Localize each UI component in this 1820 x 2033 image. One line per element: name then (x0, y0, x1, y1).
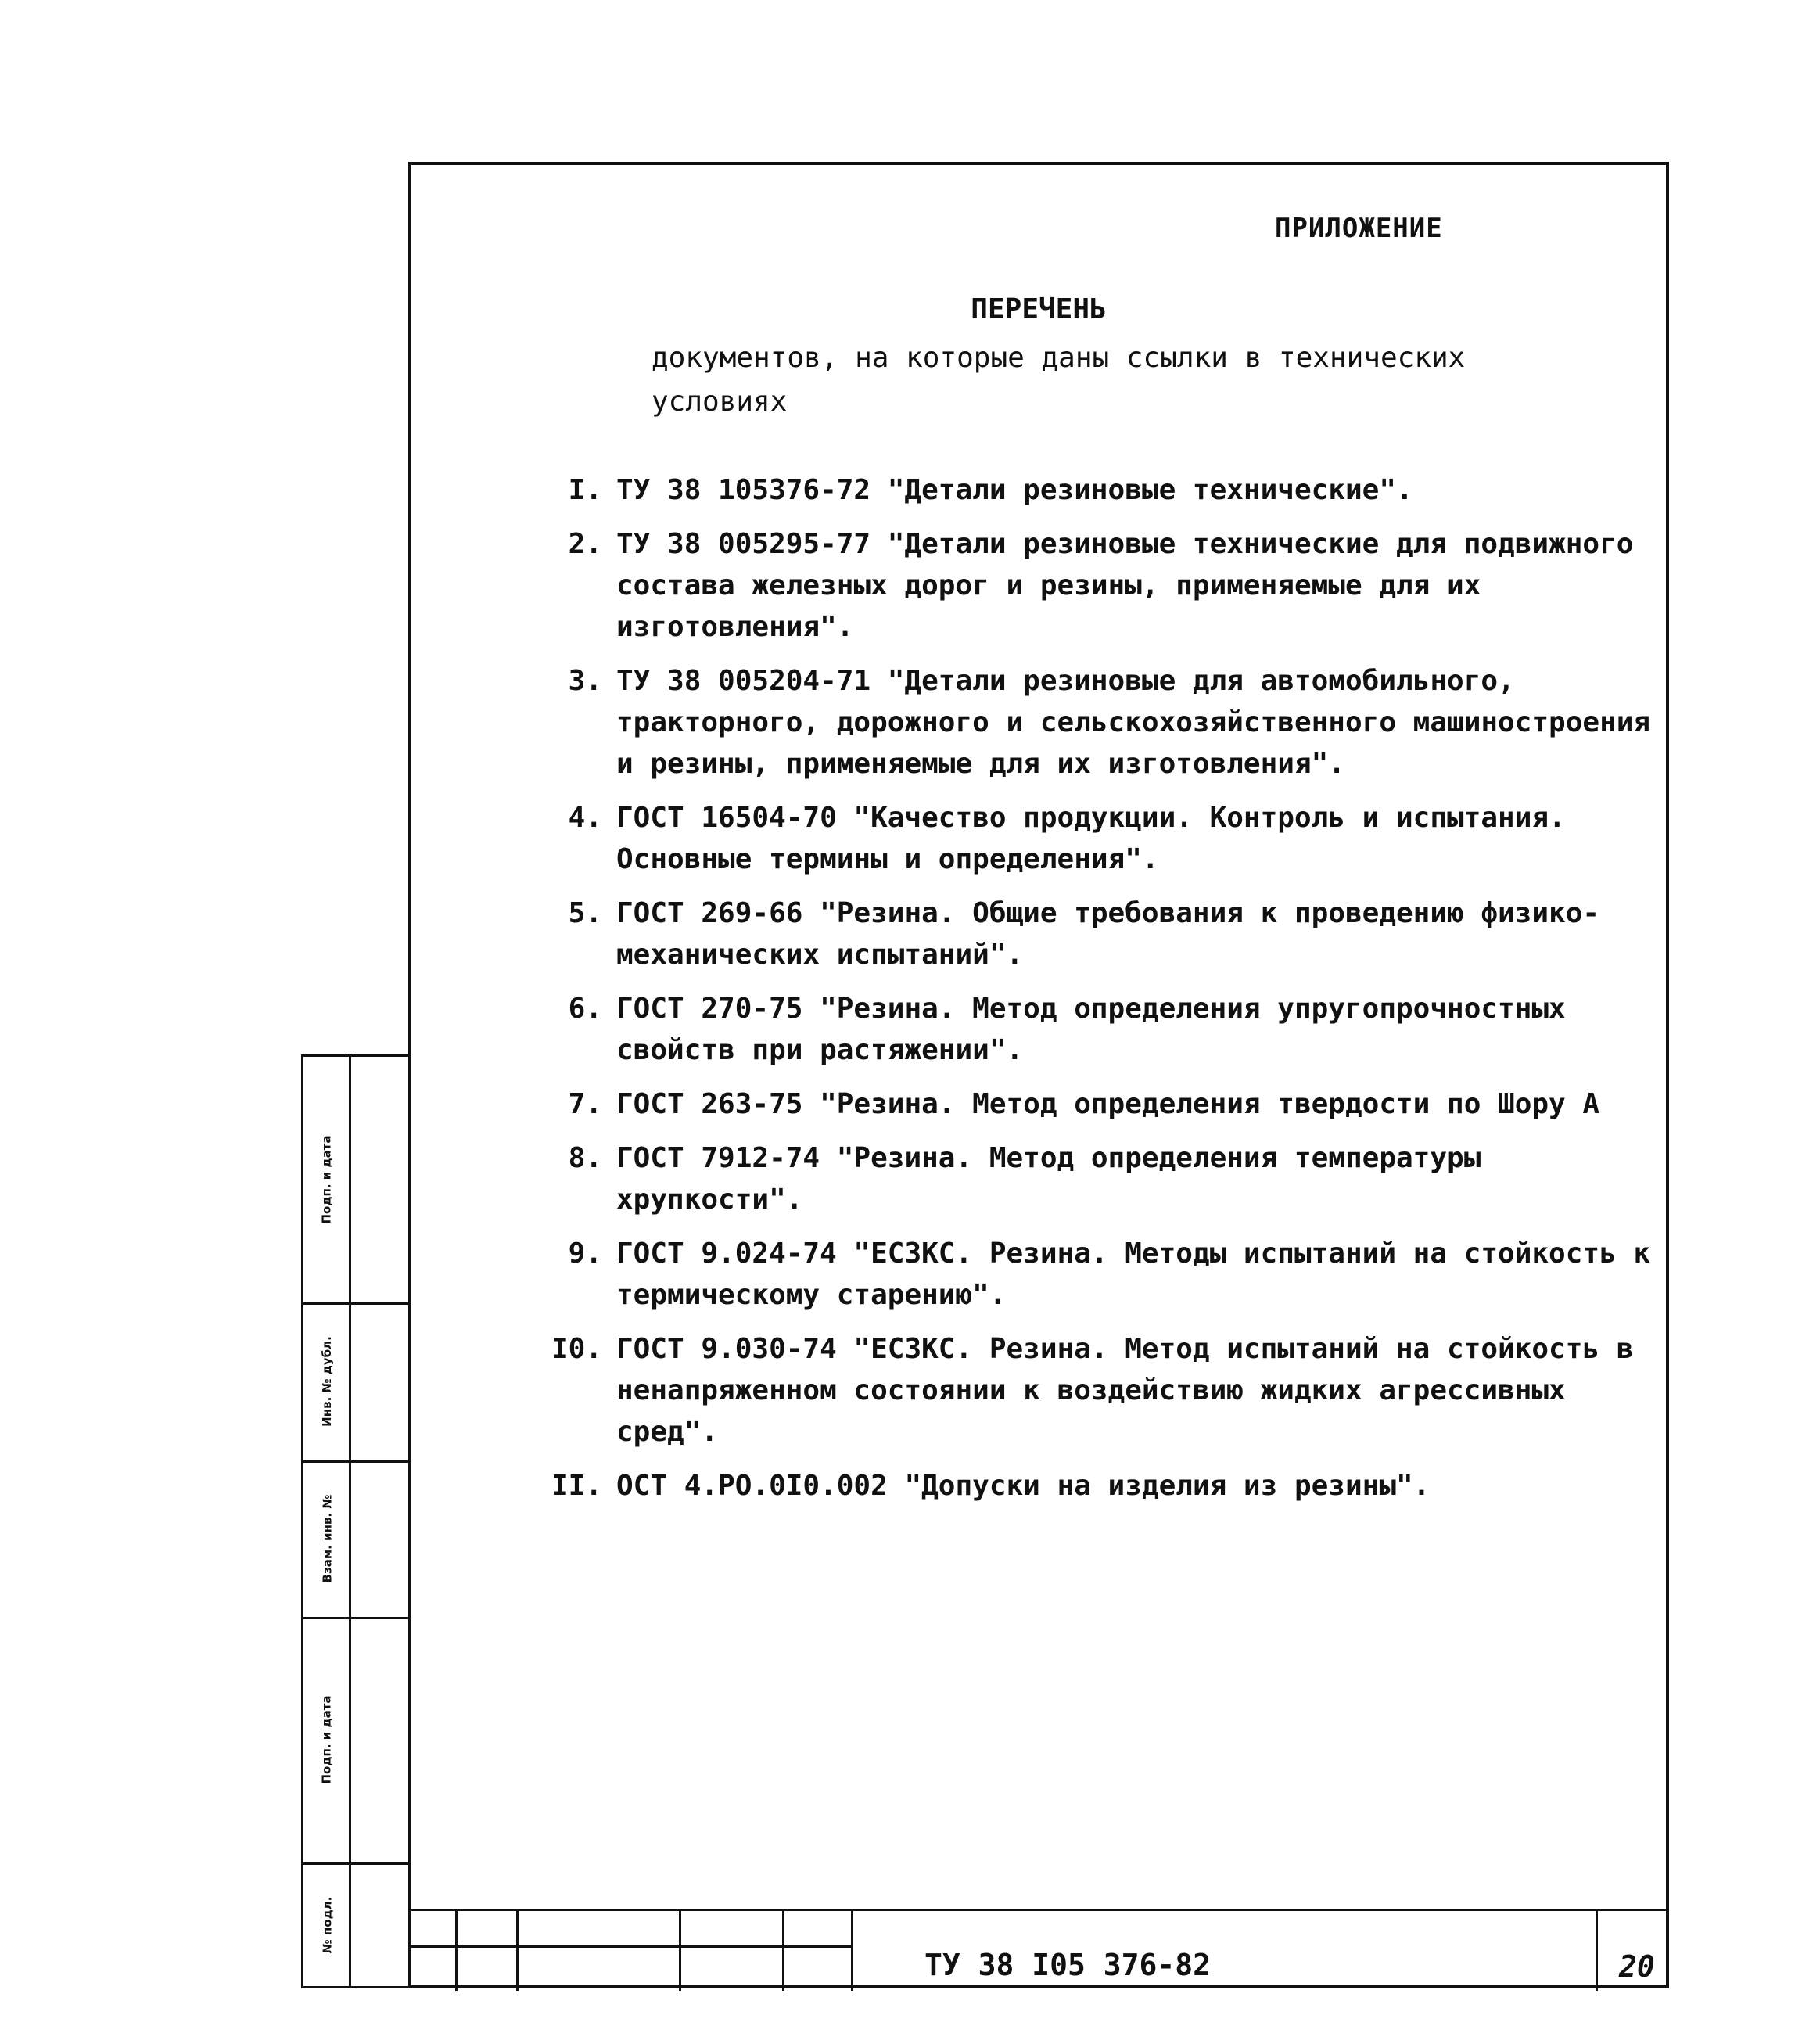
list-item (540, 988, 1666, 1071)
list-item (540, 523, 1666, 648)
item-number: 2. (568, 528, 602, 560)
list-item (540, 1328, 1666, 1453)
stamp-line (679, 1911, 681, 1991)
item-text: ТУ 38 105376-72 "Детали резиновые технические". (616, 474, 1413, 506)
list-item (540, 1233, 1666, 1316)
stamp-line (782, 1911, 784, 1991)
item-number: I0. (551, 1333, 602, 1365)
list-item (540, 660, 1666, 785)
side-label-vzam-inv: Взам. инв. № (320, 1494, 335, 1583)
list-item (540, 1137, 1666, 1220)
item-number: 4. (568, 802, 602, 834)
stamp-line (516, 1911, 519, 1991)
item-text: ГОСТ 9.030-74 "ЕСЗКС. Резина. Метод испытаний на стойкость в ненапряженном состоянии к воздействию жидких агрессивных сред". (616, 1333, 1634, 1448)
list-item (540, 797, 1666, 880)
list-item (540, 893, 1666, 975)
stamp-line (1596, 1911, 1598, 1991)
item-number: 7. (568, 1088, 602, 1120)
document-subtitle: документов, на которые даны ссылки в технических условиях (652, 342, 1466, 418)
item-text: ОСТ 4.РО.0I0.002 "Допуски на изделия из резины". (616, 1470, 1431, 1502)
side-label-sign-date: Подп. и дата (320, 1135, 335, 1224)
side-approval-table (301, 1054, 411, 1988)
item-text: ГОСТ 269-66 "Резина. Общие требования к проведению физико-механических испытаний". (616, 897, 1600, 971)
appendix-label: ПРИЛОЖЕНИЕ (1275, 213, 1443, 244)
item-text: ГОСТ 263-75 "Резина. Метод определения твердости по Шору А (616, 1088, 1600, 1120)
item-text: ТУ 38 005204-71 "Детали резиновые для автомобильного, тракторного, дорожного и сельскохозяйственного машиностроения и резины, применяемые для их изготовления". (616, 665, 1651, 780)
stamp-line (455, 1911, 458, 1991)
item-number: II. (551, 1470, 602, 1502)
item-number: I. (568, 474, 602, 506)
item-text: ГОСТ 16504-70 "Качество продукции. Контроль и испытания. Основные термины и определения". (616, 802, 1566, 875)
item-text: ГОСТ 7912-74 "Резина. Метод определения температуры хрупкости". (616, 1142, 1481, 1216)
item-text: ГОСТ 9.024-74 "ЕСЗКС. Резина. Методы испытаний на стойкость к термическому старению". (616, 1237, 1651, 1311)
document-title: ПЕРЕЧЕНЬ (971, 293, 1107, 325)
reference-list (540, 469, 1666, 1519)
item-number: 9. (568, 1237, 602, 1270)
item-number: 5. (568, 897, 602, 929)
stamp-line (408, 1945, 851, 1948)
list-item (540, 1083, 1666, 1125)
item-text: ТУ 38 005295-77 "Детали резиновые технические для подвижного состава железных дорог и резины, применяемые для их изготовления". (616, 528, 1634, 643)
list-item (540, 1465, 1666, 1507)
item-text: ГОСТ 270-75 "Резина. Метод определения упругопрочностных свойств при растяжении". (616, 993, 1566, 1066)
side-label-inv-dubl: Инв. № дубл. (320, 1336, 334, 1427)
item-number: 3. (568, 665, 602, 697)
stamp-line (851, 1911, 853, 1991)
item-number: 6. (568, 993, 602, 1025)
side-table-divider (349, 1057, 351, 1986)
side-label-sign-date-bottom: Подп. и дата (320, 1695, 335, 1784)
item-number: 8. (568, 1142, 602, 1174)
document-code: ТУ 38 I05 376-82 (924, 1948, 1212, 1982)
list-item (540, 469, 1666, 511)
sheet-number: 20 (1619, 1949, 1655, 1984)
side-label-inv-podl: № подл. (320, 1896, 334, 1954)
